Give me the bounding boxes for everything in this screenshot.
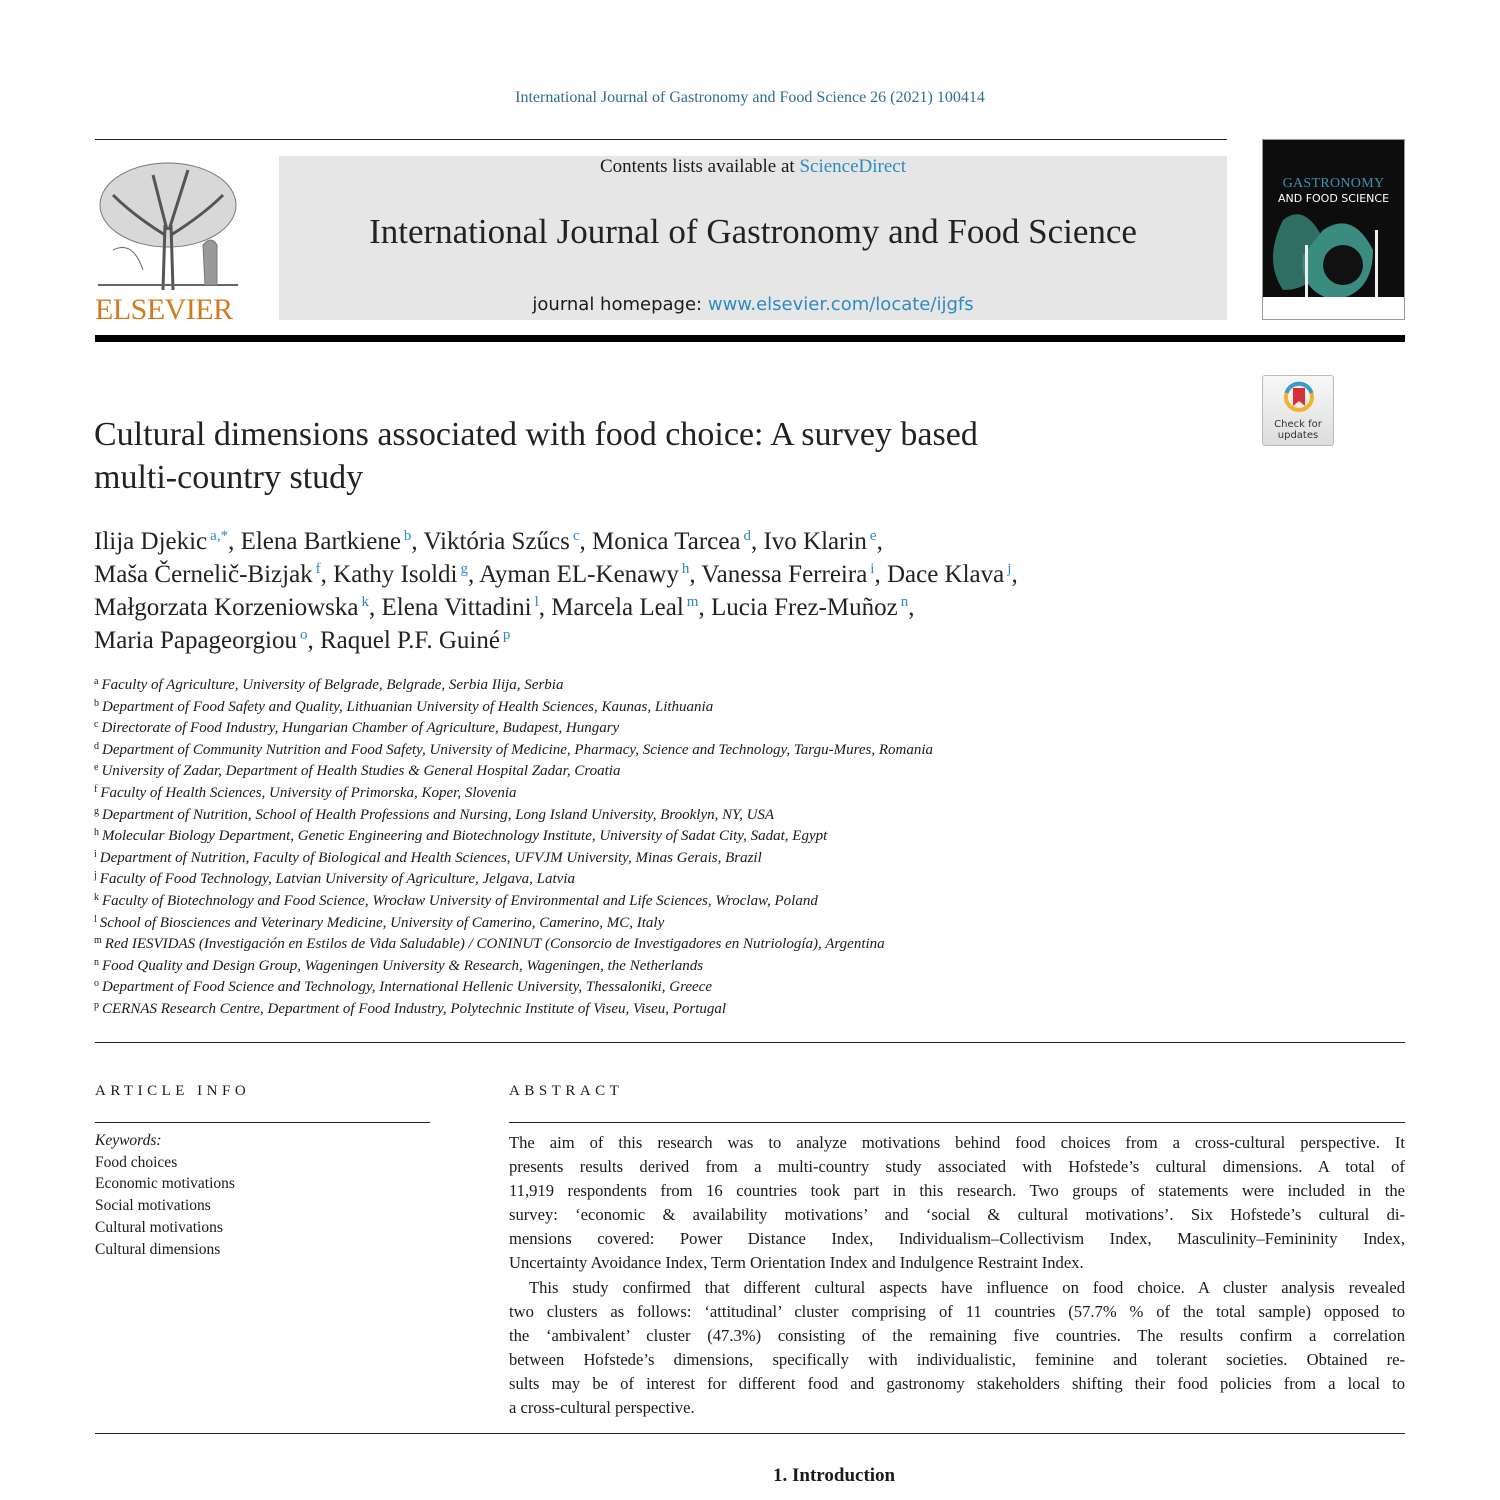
affiliation-item — [94, 869, 1194, 891]
author-name[interactable]: Lucia Frez-Muñoz — [710, 594, 898, 621]
author-separator: , — [874, 561, 887, 588]
title-line: Cultural dimensions associated with food choice: A survey based — [94, 416, 978, 453]
affiliation-marker[interactable]: b — [403, 528, 412, 544]
affiliation-text: University of Zadar, Department of Health Studies & General Hospital Zadar, Croatia — [101, 763, 621, 780]
elsevier-logo[interactable] — [93, 155, 243, 326]
abstract-line: sults may be of interest for different food and gastronomy stakeholders shifting their food policies from a local to — [509, 1373, 1405, 1393]
affiliation-marker[interactable]: p — [502, 627, 511, 643]
divider — [95, 1042, 1405, 1043]
abstract-line: two clusters as follows: ‘attitudinal’ cluster comprising of 11 countries (57.7% % of the total sample) opposed to — [509, 1301, 1405, 1321]
affiliation-item — [94, 697, 1194, 719]
affiliation-item — [94, 826, 1194, 848]
keywords-list — [95, 1152, 235, 1261]
affiliation-marker[interactable]: c — [572, 528, 580, 544]
abstract-text — [509, 1131, 1405, 1420]
abstract-line: Uncertainty Avoidance Index, Term Orientation Index and Indulgence Restraint Index. — [509, 1253, 1084, 1273]
article-info-heading: ARTICLE INFO — [95, 1083, 251, 1099]
affiliation-marker[interactable]: a,* — [210, 528, 229, 544]
divider — [509, 1122, 1405, 1123]
homepage-prefix: journal homepage: — [532, 294, 708, 315]
affiliation-key: b — [94, 697, 99, 709]
affiliation-key: l — [94, 913, 97, 925]
abstract-line: This study confirmed that different cultural aspects have influence on food choice. A cluster analysis revealed — [529, 1277, 1405, 1297]
affiliation-item — [94, 740, 1194, 762]
affiliation-text: Faculty of Food Technology, Latvian University of Agriculture, Jelgava, Latvia — [99, 871, 575, 888]
affiliation-item — [94, 977, 1194, 999]
elsevier-wordmark: ELSEVIER — [95, 293, 233, 326]
author-separator: , — [538, 594, 552, 621]
keywords-block — [95, 1130, 235, 1260]
author-line — [94, 624, 1294, 657]
check-for-updates-label: Check for updates — [1274, 419, 1322, 441]
author-name[interactable]: Kathy Isoldi — [333, 561, 458, 588]
check-for-updates-button[interactable] — [1262, 375, 1334, 446]
author-list — [94, 525, 1294, 657]
author-name[interactable]: Dace Klava — [886, 561, 1005, 588]
affiliation-key: g — [94, 805, 99, 817]
affiliation-text: Food Quality and Design Group, Wageningen University & Research, Wageningen, the Netherlands — [102, 957, 704, 974]
affiliation-marker[interactable]: n — [900, 594, 909, 610]
abstract-line: 11,919 respondents from 16 countries took part in this research. Two groups of statements were included in the — [509, 1181, 1405, 1201]
journal-banner — [279, 156, 1227, 320]
affiliation-key: f — [94, 783, 98, 795]
abstract-heading: ABSTRACT — [509, 1083, 624, 1099]
contents-prefix: Contents lists available at — [599, 156, 800, 177]
title-line: multi-country study — [94, 459, 364, 496]
author-separator: , — [307, 627, 320, 654]
affiliation-key: c — [94, 719, 99, 731]
keyword-item: Food choices — [95, 1153, 178, 1171]
affiliation-key: d — [94, 740, 99, 752]
author-separator: , — [689, 561, 702, 588]
affiliation-key: j — [94, 870, 97, 882]
affiliation-item — [94, 999, 1194, 1021]
divider — [95, 139, 1227, 140]
abstract-line: mensions covered: Power Distance Index, Individualism–Collectivism Index, Masculinity–Femininity Index, — [509, 1229, 1405, 1249]
author-separator: , — [368, 594, 382, 621]
journal-cover[interactable] — [1262, 139, 1405, 320]
keyword-item: Cultural dimensions — [95, 1240, 221, 1258]
author-separator: , — [908, 594, 915, 621]
author-name[interactable]: Elena Bartkiene — [240, 528, 401, 555]
abstract-line: The aim of this research was to analyze motivations behind food choices from a cross-cultural perspective. It — [509, 1133, 1405, 1152]
affiliation-text: Department of Nutrition, School of Health Professions and Nursing, Long Island University, Brooklyn, NY, USA — [102, 806, 775, 823]
affiliation-key: p — [94, 999, 99, 1011]
section-heading: 1. Introduction — [773, 1465, 896, 1486]
journal-citation[interactable]: International Journal of Gastronomy and Food Science 26 (2021) 100414 — [515, 89, 985, 106]
divider — [95, 1433, 1405, 1434]
affiliation-marker[interactable]: j — [1007, 561, 1012, 577]
affiliation-text: Faculty of Agriculture, University of Belgrade, Belgrade, Serbia Ilija, Serbia — [101, 677, 564, 693]
author-name[interactable]: Ilija Djekic — [94, 528, 208, 555]
bookmark-ring-icon — [1283, 380, 1315, 416]
affiliation-text: CERNAS Research Centre, Department of Food Industry, Polytechnic Institute of Viseu, Viseu, Portugal — [102, 1000, 727, 1017]
author-name[interactable]: Elena Vittadini — [381, 594, 532, 621]
abstract-line: a cross-cultural perspective. — [509, 1398, 695, 1418]
affiliation-text: Faculty of Health Sciences, University of Primorska, Koper, Slovenia — [100, 784, 517, 801]
affiliation-item — [94, 805, 1194, 827]
author-name[interactable]: Maša Černelič-Bizjak — [94, 561, 313, 588]
author-separator: , — [320, 561, 334, 588]
affiliation-text: School of Biosciences and Veterinary Medicine, University of Camerino, Camerino, MC, Italy — [99, 914, 665, 931]
author-separator: , — [1011, 561, 1018, 588]
affiliation-marker[interactable]: i — [870, 561, 875, 577]
affiliation-text: Faculty of Biotechnology and Food Science, Wrocław University of Environmental and Life Sciences, Wroclaw, Poland — [102, 892, 818, 909]
keyword-item: Social motivations — [95, 1197, 211, 1215]
affiliation-key: n — [94, 956, 99, 968]
author-line — [94, 558, 1294, 591]
author-name[interactable]: Vanessa Ferreira — [701, 561, 868, 588]
author-name[interactable]: Raquel P.F. Guiné — [319, 627, 500, 654]
author-separator: , — [411, 528, 424, 555]
affiliation-key: e — [94, 762, 99, 774]
author-name[interactable]: Marcela Leal — [551, 594, 684, 621]
author-separator: , — [467, 561, 480, 588]
homepage-line — [279, 294, 1227, 315]
cover-footer — [1263, 297, 1404, 319]
cover-title: GASTRONOMY — [1282, 176, 1385, 191]
affiliation-marker[interactable]: m — [686, 594, 699, 610]
affiliation-text: Molecular Biology Department, Genetic Engineering and Biotechnology Institute, University of Sadat City, Sadat, Egypt — [102, 828, 828, 845]
homepage-link[interactable]: www.elsevier.com/locate/ijgfs — [707, 294, 974, 315]
affiliation-text: Department of Community Nutrition and Food Safety, University of Medicine, Pharmacy, Science and Technology, Targu-Mures, Romania — [102, 741, 934, 758]
article-title — [94, 413, 1194, 499]
affiliation-list — [94, 675, 1194, 1021]
affiliation-key: i — [94, 848, 97, 860]
affiliation-text: Red IESVIDAS (Investigación en Estilos de Vida Saludable) / CONINUT (Consorcio de Investigadores en Nutriología), Argentina — [104, 936, 885, 953]
author-separator: , — [750, 528, 764, 555]
author-name[interactable]: Maria Papageorgiou — [94, 627, 297, 654]
author-name[interactable]: Małgorzata Korzeniowska — [94, 594, 359, 621]
affiliation-item — [94, 848, 1194, 870]
cover-subtitle: AND FOOD SCIENCE — [1277, 192, 1390, 205]
header-divider — [95, 335, 1405, 342]
journal-title: International Journal of Gastronomy and Food Science — [369, 212, 1137, 251]
affiliation-item — [94, 913, 1194, 935]
author-separator: , — [228, 528, 241, 555]
abstract-line: survey: ‘economic & availability motivations’ and ‘social & cultural motivations’. Six Hofstede’s cultural di- — [509, 1205, 1405, 1225]
affiliation-item — [94, 956, 1194, 978]
affiliation-marker[interactable]: d — [743, 528, 751, 544]
abstract-line: the ‘ambivalent’ cluster (47.3%) consisting of the remaining five countries. The results confirm a correlation — [509, 1325, 1405, 1345]
affiliation-item — [94, 718, 1194, 740]
author-name[interactable]: Monica Tarcea — [592, 528, 741, 555]
affiliation-key: a — [94, 676, 99, 687]
keyword-item: Economic motivations — [95, 1175, 235, 1193]
author-name[interactable]: Viktória Szűcs — [423, 528, 570, 555]
affiliation-marker[interactable]: k — [361, 594, 369, 610]
affiliation-marker[interactable]: h — [681, 561, 690, 577]
author-separator: , — [698, 594, 711, 621]
affiliation-text: Department of Nutrition, Faculty of Biological and Health Sciences, UFVJM University, Minas Gerais, Brazil — [99, 849, 762, 866]
author-separator: , — [876, 528, 883, 555]
sciencedirect-link[interactable]: ScienceDirect — [799, 156, 907, 177]
abstract-line: between Hofstede’s dimensions, specifically with individualistic, feminine and tolerant societies. Obtained re- — [509, 1349, 1405, 1369]
affiliation-item — [94, 783, 1194, 805]
affiliation-item — [94, 675, 1194, 697]
affiliation-marker[interactable]: l — [534, 594, 539, 610]
affiliation-text: Department of Food Safety and Quality, Lithuanian University of Health Sciences, Kaunas, Lithuania — [102, 698, 714, 715]
affiliation-text: Department of Food Science and Technology, International Hellenic University, Thessaloniki, Greece — [102, 979, 713, 996]
elsevier-tree-icon — [93, 155, 243, 295]
divider — [95, 1122, 430, 1123]
affiliation-key: h — [94, 827, 99, 839]
affiliation-item — [94, 934, 1194, 956]
affiliation-item — [94, 891, 1194, 913]
affiliation-marker[interactable]: e — [869, 528, 877, 544]
cover-artwork-icon — [1263, 210, 1405, 300]
affiliation-key: k — [94, 891, 99, 903]
affiliation-key: m — [94, 935, 102, 947]
author-line — [94, 591, 1294, 624]
affiliation-text: Directorate of Food Industry, Hungarian Chamber of Agriculture, Budapest, Hungary — [101, 720, 620, 737]
contents-line — [279, 156, 1227, 178]
affiliation-marker[interactable]: g — [460, 561, 468, 577]
abstract-line: presents results derived from a multi-country study associated with Hofstede’s cultural dimensions. A total of — [509, 1157, 1405, 1177]
author-separator: , — [579, 528, 593, 555]
keywords-label: Keywords: — [95, 1132, 162, 1149]
affiliation-item — [94, 761, 1194, 783]
affiliation-marker[interactable]: f — [315, 561, 321, 577]
author-name[interactable]: Ayman EL-Kenawy — [479, 561, 679, 588]
affiliation-marker[interactable]: o — [299, 627, 308, 643]
keyword-item: Cultural motivations — [95, 1218, 223, 1236]
author-name[interactable]: Ivo Klarin — [763, 528, 867, 555]
author-line — [94, 525, 1294, 558]
affiliation-key: o — [94, 978, 99, 990]
